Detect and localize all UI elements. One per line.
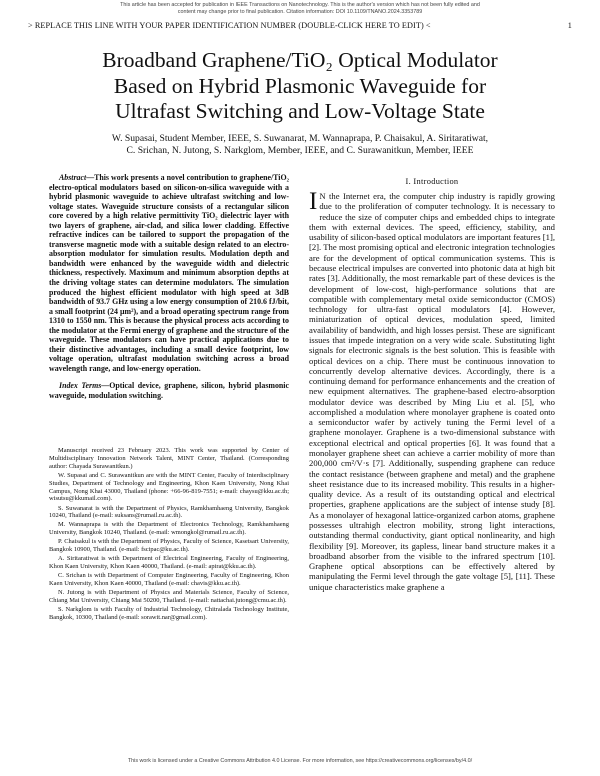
author-line-1: W. Supasai, Student Member, IEEE, S. Suwanarat, M. Wannaprapa, P. Chaisakul, A. Siritaratiwat, bbox=[111, 133, 489, 144]
section-heading: I. Introduction bbox=[405, 177, 459, 186]
author-line-2: C. Srichan, N. Jutong, S. Narkglom, Member, IEEE, and C. Surawanitkun, Member, IEEE bbox=[126, 145, 474, 156]
index-terms-lead: Index Terms bbox=[59, 381, 102, 391]
footnote: M. Wannaprapa is with the Department of Electronics Technology, Ramkhamhaeng University, Bangkok 10240, Thailand. (e-mail: wmongkol@rumail.ru.ac.th). bbox=[49, 521, 289, 537]
footnote: P. Chaisakul is with the Department of Physics, Faculty of Science, Kasetsart University, Bangkok 10900, Thailand. (e-mail: fscipac@ku.ac.th). bbox=[49, 538, 289, 554]
license-notice: This work is licensed under a Creative Commons Attribution 4.0 License. For more information, see https://creativecommons.org/licenses/by/4.0/ bbox=[127, 758, 473, 764]
right-column bbox=[309, 173, 555, 592]
abstract-lead: Abstract bbox=[59, 173, 87, 182]
introduction-text bbox=[309, 188, 555, 592]
left-column bbox=[49, 173, 289, 401]
footnote: A. Siritaratiwat is with Department of Electrical Engineering, Faculty of Engineering, Khon Kaen University, Khon Kaen 40000, Thailand. (e-mail: apirat@kku.ac.th). bbox=[49, 555, 289, 571]
paper-title bbox=[30, 48, 570, 125]
footnote: Manuscript received 23 February 2023. This work was supported by Center of Multidisciplinary Innovation Network Talent, MINT Center, Thailand. (Corresponding author: Chayada Surawanitkun.) bbox=[49, 447, 289, 470]
abstract-text: —This work presents a novel contribution to graphene/TiO₂ electro-optical modulators based on silicon-on-silica waveguide with a hybrid plasmonic waveguide to achieve ultrafast switching and low-voltage states. Waveguide structure consists of a rectangular silicon core covered by a high relative permittivity TiO₂ dielectric layer with two layers of graphene, air-clad, and silica lower cladding. Effective refractive indices can be tailored to support the propagation of the transverse magnetic mode with a suitable design related to an electro-absorption modulator for simulation results. Modulation depth and bandwidth were enhanced by the waveguide width and dielectric thickness, respectively. Maximum and minimum absorption depths at the driving voltage states can determine modulators. The simulation produced the highest efficient modulator with high speed at 3dB bandwidth of 93.7 GHz using a low energy consumption of 210.6 fJ/bit, a small footprint (24 µm²), and a broad operating spectrum range from 1310 to 1550 nm. This is because the physical process acts according to the modulator at the Fermi energy of graphene and the structure of the waveguide. These modulators can have practical applications due to their distinctive advantages, including a small device footprint, low voltage operation, ultrafast modulation switching across a broad wavelength range, and low-energy operation. bbox=[49, 173, 289, 373]
title-line-2: Based on Hybrid Plasmonic Waveguide for bbox=[113, 73, 487, 98]
footnote: W. Supasai and C. Surawanitkun are with the MINT Center, Faculty of Interdisciplinary Studies, Department of Technology and Engineering, Khon Kaen University, Nong Khai Campus, Nong Khai 43000, Thailand (phone: +66-96-819-7551; e-mail: chaysu@kku.ac.th; wisutsu@kkumail.com). bbox=[49, 471, 289, 503]
running-head-text: > REPLACE THIS LINE WITH YOUR PAPER IDENTIFICATION NUMBER (DOUBLE-CLICK HERE TO EDIT) < bbox=[28, 21, 431, 30]
author-list bbox=[40, 133, 560, 157]
abstract bbox=[49, 173, 289, 373]
footnote: C. Srichan is with Department of Computer Engineering, Faculty of Engineering, Khon Kaen University, Khon Kaen 40000, Thailand (e-mail: chavis@kku.ac.th). bbox=[49, 572, 289, 588]
accepted-notice bbox=[0, 2, 600, 16]
title-line-1: Broadband Graphene/TiO₂ Optical Modulator bbox=[102, 48, 498, 72]
footnote: S. Narkglom is with Faculty of Industrial Technology, Chitralada Technology Institute, Bangkok, 10300, Thailand (e-mail: sorawit.nar@gmail.com). bbox=[49, 606, 289, 622]
accepted-notice-line2: content may change prior to final publication. Citation information: DOI 10.1109/TNANO.2024.3353789 bbox=[177, 9, 423, 15]
page-number: 1 bbox=[567, 21, 572, 30]
index-terms bbox=[49, 381, 289, 400]
title-line-3: Ultrafast Switching and Low-Voltage State bbox=[115, 99, 485, 123]
accepted-notice-line1: This article has been accepted for publication in IEEE Transactions on Nanotechnology. This is the author's version which has not been fully edited and bbox=[120, 2, 480, 8]
footnote: N. Jutong is with Department of Physics and Materials Science, Faculty of Science, Chiang Mai University, Chiang Mai 50200, Thailand. (e-mail: nattachai.jutong@cmu.ac.th). bbox=[49, 589, 289, 605]
footnote: S. Suwanarat is with the Department of Physics, Ramkhamhaeng University, Bangkok 10240, Thailand (e-mail: suksans@rumail.ru.ac.th). bbox=[49, 504, 289, 520]
index-terms-text: —Optical device, graphene, silicon, hybrid plasmonic waveguide, modulation switching. bbox=[49, 381, 289, 401]
introduction-body: N the Internet era, the computer chip industry is rapidly growing due to the proliferation of computer technology. It is necessary to reduce the size of computer chips and embedded chips to integrate them with external devices. The speed, efficiency, stability, and usability of silicon-based optical modulators are important features [1], [2]. The most promising optical and electronic integration technologies are for the development of optical communication systems. This is because electrical impulses are converted into photonic data at high bit rates [3]. Additionally, the most remarkable part of these devices is the development of low-cost, high-performance solutions that are compatible with complementary metal oxide semiconductor (CMOS) technology for ultra-fast optical modulators [4]. However, miniaturization of optical devices, modulation speed, limited availability of bandwidth, and high losses persist. These are significant issues that impede integration on a very wide scale. Substituting light signals for electronic signals is the best solution. This is feasible with optical devices on a chip. There must be continuous innovation to concurrently develop alternative devices. Accordingly, there is a continuing demand for performance enhancements and the creation of new equipment alternatives. The graphene-based electro-absorption modulator device was described by Ming Liu et al. [5], who accomplished a modulation where monolayer graphene is coated onto a semiconductor wafer by actively tuning the Fermi level of a graphene monolayer. Graphene is a two-dimensional substance with exceptional electrical and optical properties [6]. It was found that a monolayer graphene sheet can achieve a carrier mobility of more than 200,000 cm²/V·s [7]. Additionally, suspending graphene can reduce the contact resistance (between graphene and metal) and the graphene sheet resistance due to its increased mobility. This results in a higher-quality device. As a result of its outstanding optical and electrical properties, graphene applications are the subject of intense study [8]. As a monolayer of hexagonal lattice-organized carbon atoms, graphene possesses ultrahigh electron mobility, strong light interactions, outstanding thermal conductivity, giant optical nonlinearity, and high flexibility [9]. Moreover, its gapless, linear band structure makes it a broadband absorber from the visible to the infrared spectrum [10]. Graphene optical absorptions can be effectively altered by manipulating the Fermi level through the gate voltage [5], [11]. These unique characteristics make graphene a bbox=[309, 191, 555, 592]
footnotes bbox=[49, 447, 289, 623]
drop-cap: I bbox=[309, 188, 318, 215]
running-head bbox=[28, 21, 572, 31]
